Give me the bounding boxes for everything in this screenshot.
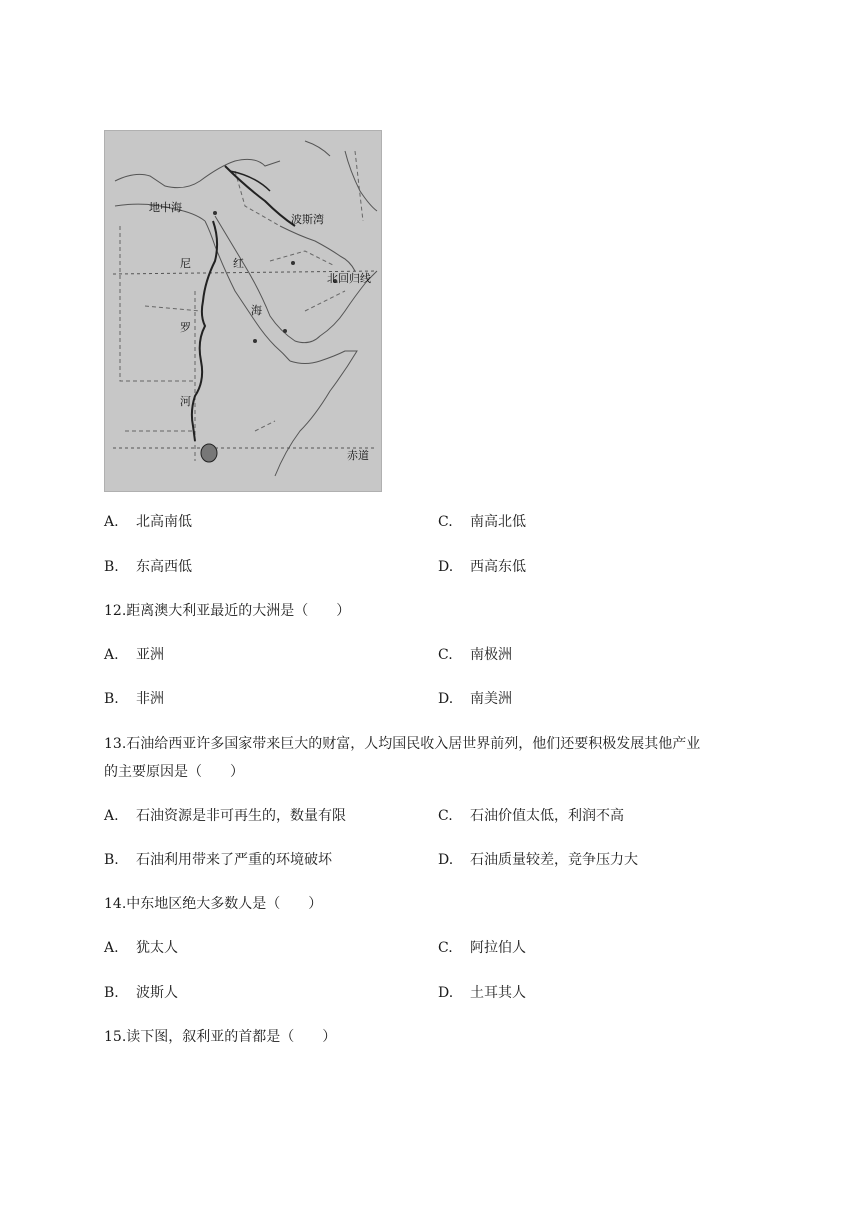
q14-option-d[interactable] <box>438 983 526 1003</box>
option-text: 波斯人 <box>136 985 178 1001</box>
q14-option-a[interactable] <box>104 938 178 958</box>
q12-option-d[interactable] <box>438 689 512 709</box>
q13-stem-line2: 的主要原因是（ ） <box>104 764 244 780</box>
option-text: 非洲 <box>136 691 164 707</box>
option-text: 南高北低 <box>470 514 526 530</box>
option-text: 石油资源是非可再生的，数量有限 <box>136 808 346 824</box>
option-text: 阿拉伯人 <box>470 940 526 956</box>
q12-option-b[interactable] <box>104 689 164 709</box>
option-text: 犹太人 <box>136 940 178 956</box>
q12-stem: 12.距离澳大利亚最近的大洲是（ ） <box>104 603 351 619</box>
q12-option-c[interactable] <box>438 645 512 665</box>
map-drawing <box>105 131 381 491</box>
label-nile-3: 河 <box>180 395 191 408</box>
q14-option-b[interactable] <box>104 983 178 1003</box>
option-letter: C. <box>438 514 453 530</box>
option-text: 石油质量较差，竞争压力大 <box>470 852 638 868</box>
q14-option-c[interactable] <box>438 938 526 958</box>
q15-stem: 15.读下图，叙利亚的首都是（ ） <box>104 1029 337 1045</box>
q14-stem: 14.中东地区绝大多数人是（ ） <box>104 896 323 912</box>
label-nile-1: 尼 <box>180 257 191 270</box>
q13-option-b[interactable] <box>104 850 332 870</box>
option-text: 南美洲 <box>470 691 512 707</box>
q11-option-a[interactable] <box>104 512 192 532</box>
option-text: 西高东低 <box>470 559 526 575</box>
option-letter: D. <box>438 691 454 707</box>
q13-option-c[interactable] <box>438 806 624 826</box>
label-tropic: 北回归线 <box>327 272 371 285</box>
label-mediterranean: 地中海 <box>149 201 182 214</box>
option-letter: A. <box>104 808 119 824</box>
q11-option-b[interactable] <box>104 557 192 577</box>
option-letter: A. <box>104 647 119 663</box>
option-text: 北高南低 <box>136 514 192 530</box>
option-text: 南极洲 <box>470 647 512 663</box>
option-letter: D. <box>438 985 454 1001</box>
label-persian-gulf: 波斯湾 <box>291 213 324 226</box>
option-letter: A. <box>104 940 119 956</box>
q13-stem-line1: 13.石油给西亚许多国家带来巨大的财富，人均国民收入居世界前列，他们还要积极发展其他产业 <box>104 736 701 752</box>
option-text: 石油价值太低，利润不高 <box>470 808 624 824</box>
option-text: 东高西低 <box>136 559 192 575</box>
q11-option-c[interactable] <box>438 512 526 532</box>
option-letter: D. <box>438 852 454 868</box>
option-letter: C. <box>438 647 453 663</box>
q12-option-a[interactable] <box>104 645 164 665</box>
option-letter: C. <box>438 940 453 956</box>
option-letter: D. <box>438 559 454 575</box>
label-red-2: 海 <box>251 304 262 317</box>
q11-option-d[interactable] <box>438 557 526 577</box>
q13-option-a[interactable] <box>104 806 346 826</box>
option-letter: B. <box>104 559 119 575</box>
option-letter: B. <box>104 852 119 868</box>
option-letter: B. <box>104 691 119 707</box>
label-nile-2: 罗 <box>180 321 191 334</box>
option-letter: C. <box>438 808 453 824</box>
label-red-1: 红 <box>233 257 244 270</box>
option-letter: A. <box>104 514 119 530</box>
option-text: 亚洲 <box>136 647 164 663</box>
option-text: 石油利用带来了严重的环境破坏 <box>136 852 332 868</box>
q13-option-d[interactable] <box>438 850 638 870</box>
option-letter: B. <box>104 985 119 1001</box>
option-text: 土耳其人 <box>470 985 526 1001</box>
middle-east-map <box>104 130 382 492</box>
label-equator: 赤道 <box>347 449 369 462</box>
